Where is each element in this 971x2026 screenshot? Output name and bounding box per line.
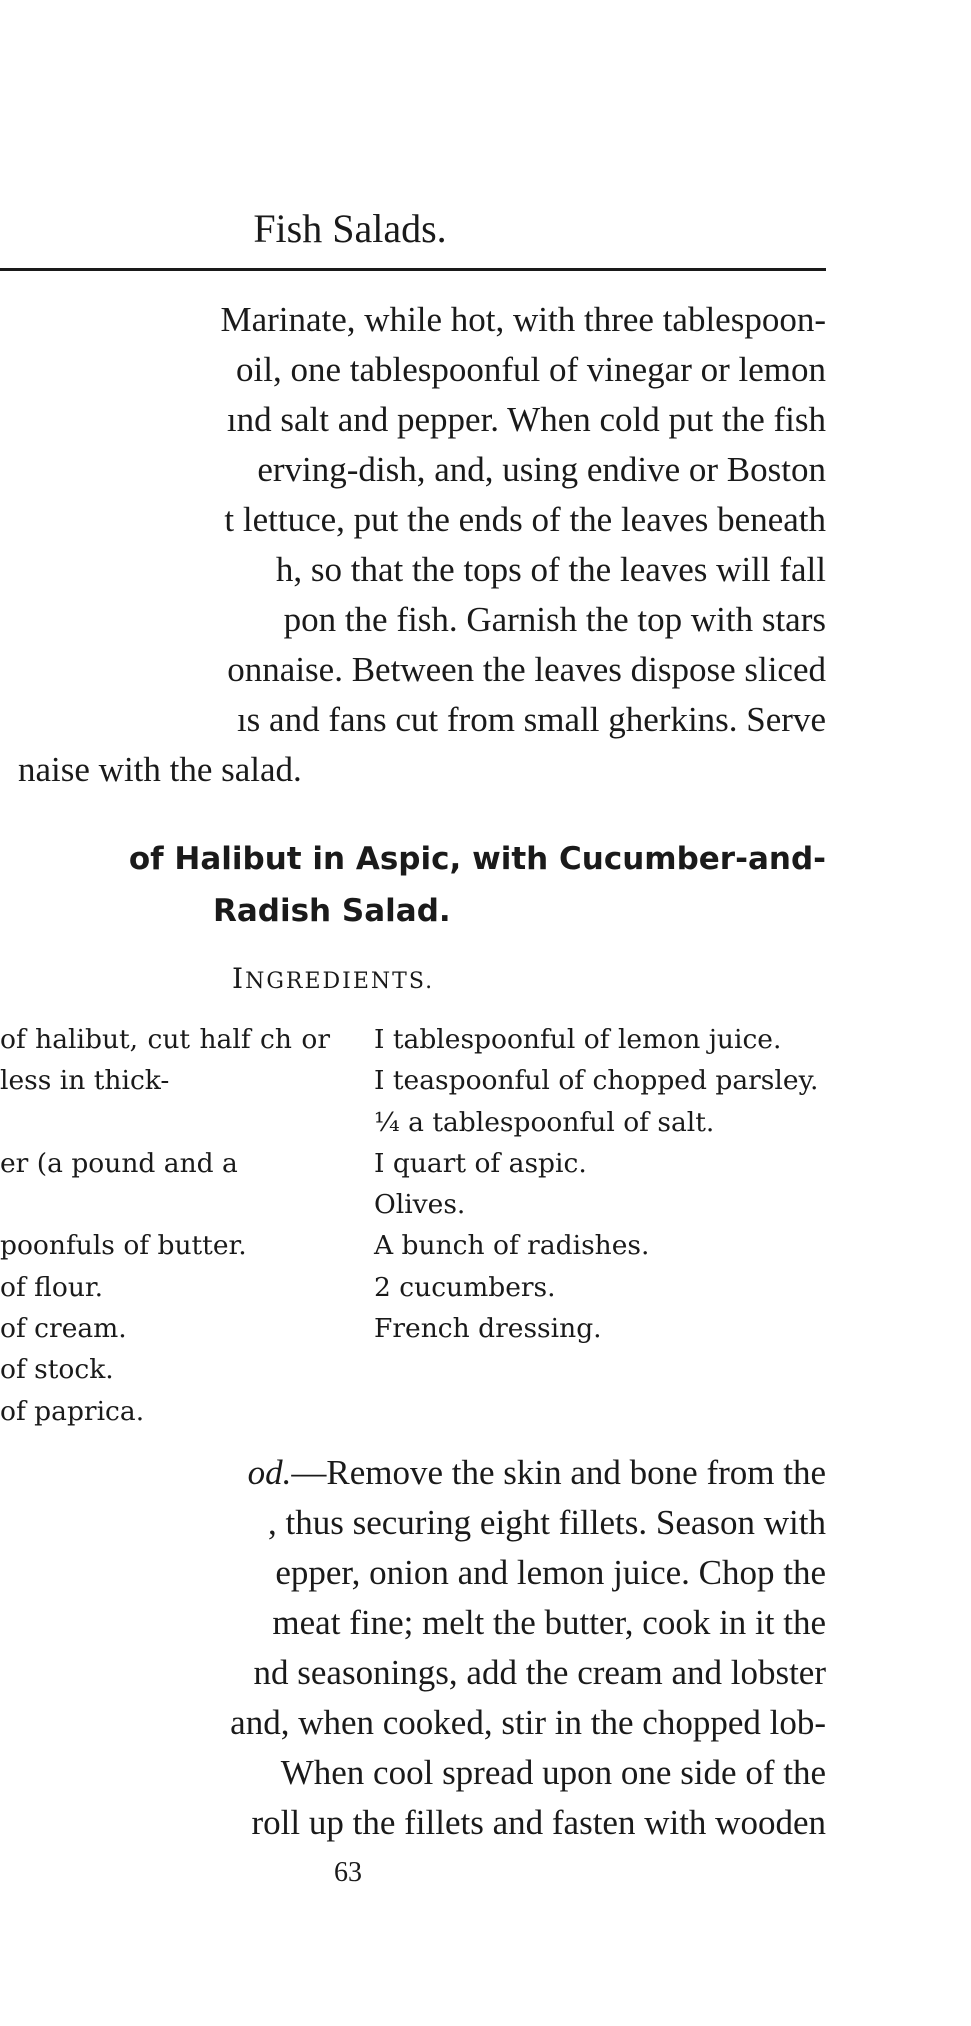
ingredient-item: poonfuls of butter. xyxy=(0,1230,247,1262)
prose-line: ınd salt and pepper. When cold put the fish xyxy=(226,400,826,439)
prose-line: ıs and fans cut from small gherkins. Serve xyxy=(236,700,826,739)
header-rule xyxy=(0,268,826,271)
method-line: epper, onion and lemon juice. Chop the xyxy=(275,1553,826,1592)
ingredient-item: of stock. xyxy=(0,1354,114,1386)
ingredients-right-column xyxy=(374,1019,826,1349)
prose-line: naise with the salad. xyxy=(18,750,302,789)
method-label: od. xyxy=(247,1453,292,1492)
prose-top xyxy=(0,295,826,795)
ingredient-item: I quart of aspic. xyxy=(374,1147,587,1179)
method-line: When cool spread upon one side of the xyxy=(280,1753,826,1792)
prose-line: oil, one tablespoonful of vinegar or lemon xyxy=(236,350,826,389)
ingredient-item: of flour. xyxy=(0,1271,104,1303)
prose-line: pon the fish. Garnish the top with stars xyxy=(283,600,826,639)
ingredient-item: 2 cucumbers. xyxy=(374,1271,556,1303)
ingredient-item: of cream. xyxy=(0,1313,127,1345)
method-line: nd seasonings, add the cream and lobster xyxy=(253,1653,826,1692)
recipe-title-line: of Halibut in Aspic, with Cucumber-and- xyxy=(128,841,826,877)
method-line: , thus securing eight fillets. Season with xyxy=(268,1503,826,1542)
prose-line: onnaise. Between the leaves dispose sliced xyxy=(227,650,826,689)
prose-line: h, so that the tops of the leaves will fall xyxy=(275,550,826,589)
method-paragraph xyxy=(0,1448,826,1848)
recipe-title-line: Radish Salad. xyxy=(213,893,451,929)
running-head: Fish Salads. xyxy=(253,206,447,251)
recipe-title xyxy=(0,833,826,937)
ingredient-item: ¼ a tablespoonful of salt. xyxy=(374,1106,715,1138)
ingredient-item xyxy=(0,1184,330,1225)
ingredient-item: French dressing. xyxy=(374,1313,602,1345)
ingredient-item: I teaspoonful of chopped parsley. xyxy=(374,1065,819,1097)
page-number: 63 xyxy=(334,1857,362,1888)
ingredients-heading: INGREDIENTS. xyxy=(232,962,435,995)
ingredient-item: Olives. xyxy=(374,1189,466,1221)
prose-line: erving-dish, and, using endive or Boston xyxy=(257,450,826,489)
method-text: —Remove the skin and bone from the xyxy=(291,1453,826,1492)
ingredient-item: er (a pound and a xyxy=(0,1147,238,1179)
ingredient-item: of halibut, cut half ch or less in thick- xyxy=(0,1024,330,1097)
ingredient-item xyxy=(0,1102,330,1143)
method-line xyxy=(0,1448,826,1498)
method-line: meat fine; melt the butter, cook in it the xyxy=(272,1603,826,1642)
method-line: and, when cooked, stir in the chopped lob- xyxy=(230,1703,826,1742)
ingredients-left-column xyxy=(0,1019,330,1432)
method-line: roll up the fillets and fasten with wooden xyxy=(251,1803,826,1842)
ingredient-item: I tablespoonful of lemon juice. xyxy=(374,1024,782,1055)
prose-line: t lettuce, put the ends of the leaves beneath xyxy=(224,500,826,539)
ingredient-item: of paprica. xyxy=(0,1395,145,1427)
prose-line: Marinate, while hot, with three tablespoon- xyxy=(220,300,826,339)
ingredient-item: A bunch of radishes. xyxy=(374,1230,650,1262)
